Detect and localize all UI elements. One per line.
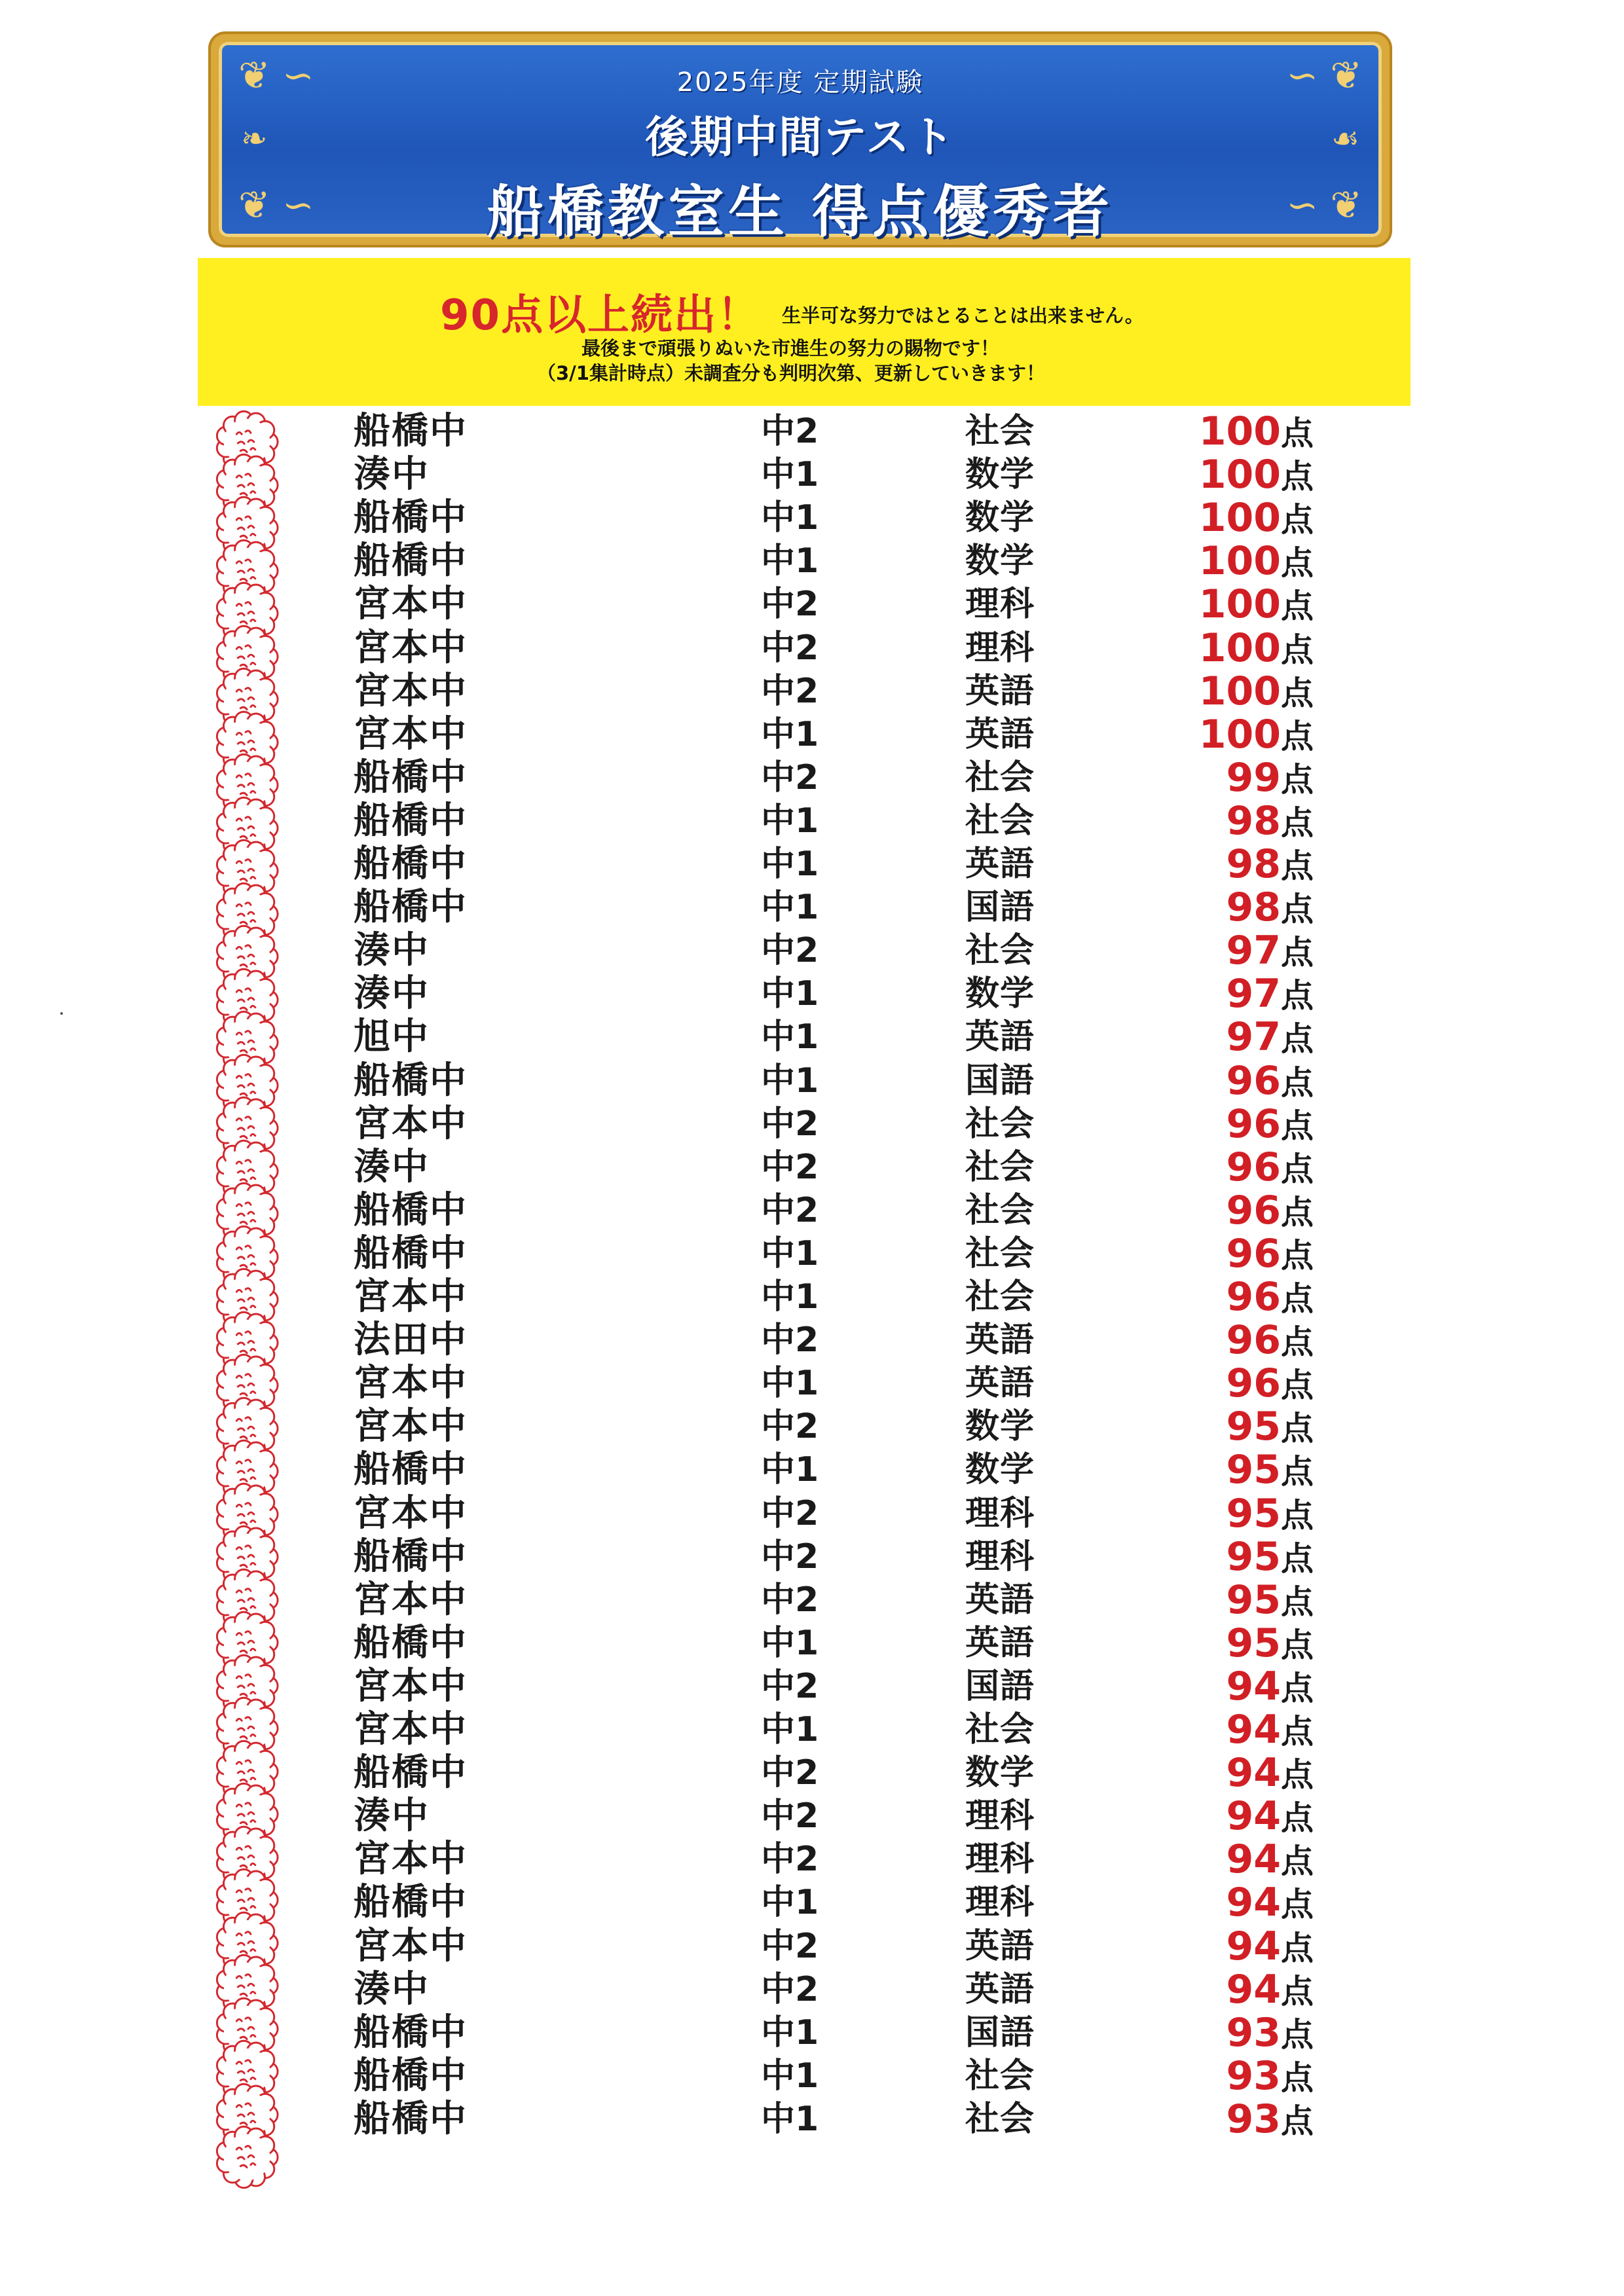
- subject: 社会: [965, 1277, 1035, 1317]
- school-name: 宮本中: [354, 1405, 468, 1448]
- score: [0, 929, 1314, 972]
- grade: 中2: [761, 1580, 819, 1620]
- table-row: [0, 1102, 1624, 1146]
- school-name: 宮本中: [354, 1275, 468, 1318]
- score-value: 100: [1198, 495, 1281, 541]
- score: [0, 1146, 1314, 1189]
- school-name: 宮本中: [354, 1491, 468, 1535]
- grade: 中2: [761, 1753, 819, 1793]
- subject: 理科: [965, 1840, 1035, 1880]
- score-unit: 点: [1281, 2102, 1314, 2140]
- subject: 社会: [965, 2099, 1035, 2139]
- score-unit: 点: [1281, 544, 1314, 583]
- ornament-bottom-right-icon: ∽ ❦: [1286, 183, 1362, 227]
- subject: 理科: [965, 628, 1035, 668]
- score-unit: 点: [1281, 1236, 1314, 1275]
- score: [0, 1795, 1314, 1838]
- table-row: [0, 1015, 1624, 1059]
- score-value: 99: [1226, 754, 1281, 801]
- subject: 英語: [965, 1321, 1035, 1360]
- score-unit: 点: [1281, 414, 1314, 452]
- table-row: [0, 1751, 1624, 1795]
- grade: 中1: [761, 498, 819, 538]
- subject: 社会: [965, 931, 1035, 971]
- score-unit: 点: [1281, 803, 1314, 842]
- score-unit: 点: [1281, 1020, 1314, 1059]
- ornament-bottom-left-icon: ❦ ∽: [238, 183, 314, 227]
- grade: 中2: [761, 1666, 819, 1706]
- subject: 英語: [965, 671, 1035, 711]
- score: [0, 886, 1314, 929]
- table-row: [0, 1665, 1624, 1708]
- score-unit: 点: [1281, 587, 1314, 626]
- score: [0, 670, 1314, 713]
- subject: 理科: [965, 1493, 1035, 1533]
- subject: 社会: [965, 2056, 1035, 2096]
- subject: 数学: [965, 1450, 1035, 1490]
- table-row: [0, 1708, 1624, 1751]
- subject: 理科: [965, 1883, 1035, 1923]
- score-unit: 点: [1281, 847, 1314, 885]
- table-row: [0, 1275, 1624, 1319]
- school-name: 湊中: [354, 453, 430, 496]
- score-value: 96: [1226, 1057, 1281, 1104]
- score-value: 100: [1198, 581, 1281, 628]
- table-row: [0, 453, 1624, 496]
- school-name: 船橋中: [354, 496, 468, 539]
- table-row: [0, 756, 1624, 799]
- school-name: 船橋中: [354, 539, 468, 583]
- title-banner-panel: [219, 42, 1382, 245]
- subject: 英語: [965, 714, 1035, 754]
- subject: 英語: [965, 1017, 1035, 1057]
- score: [0, 1448, 1314, 1491]
- score-value: 100: [1198, 668, 1281, 714]
- score: [0, 1405, 1314, 1448]
- score: [0, 843, 1314, 886]
- notice-text-2: 最後まで頑張りぬいた市進生の努力の賜物です！: [581, 337, 1000, 359]
- table-row: [0, 1968, 1624, 2011]
- score-value: 96: [1226, 1187, 1281, 1233]
- score: [0, 2098, 1314, 2141]
- subject: 社会: [965, 757, 1035, 797]
- ornament-left-icon: ❧: [241, 120, 268, 157]
- grade: 中2: [761, 585, 819, 625]
- school-name: 船橋中: [354, 1621, 468, 1664]
- subject: 英語: [965, 845, 1035, 884]
- score: [0, 410, 1314, 453]
- score: [0, 1578, 1314, 1622]
- score-value: 94: [1226, 1836, 1281, 1883]
- grade: 中1: [761, 974, 819, 1014]
- school-name: 船橋中: [354, 2097, 468, 2140]
- score: [0, 1535, 1314, 1578]
- subject: 数学: [965, 974, 1035, 1014]
- table-row: [0, 670, 1624, 713]
- table-row: [0, 1405, 1624, 1448]
- score-unit: 点: [1281, 1756, 1314, 1795]
- subject: 社会: [965, 1233, 1035, 1273]
- table-row: [0, 410, 1624, 453]
- subject: 英語: [965, 1926, 1035, 1966]
- score-value: 97: [1226, 928, 1281, 974]
- subject: 社会: [965, 1710, 1035, 1749]
- table-row: [0, 1059, 1624, 1102]
- table-row: [0, 843, 1624, 886]
- score-value: 95: [1226, 1533, 1281, 1580]
- school-name: 船橋中: [354, 1188, 468, 1231]
- school-name: 宮本中: [354, 626, 468, 669]
- table-row: [0, 2011, 1624, 2054]
- score: [0, 1622, 1314, 1665]
- score-unit: 点: [1281, 1886, 1314, 1924]
- page-title: 船橋教室生 得点優秀者: [487, 179, 1113, 245]
- school-name: 船橋中: [354, 1535, 468, 1578]
- subject: 数学: [965, 541, 1035, 581]
- grade: 中2: [761, 1104, 819, 1144]
- score: [0, 1015, 1314, 1059]
- ornament-right-icon: ☙: [1331, 120, 1359, 157]
- score-unit: 点: [1281, 1106, 1314, 1145]
- score-value: 93: [1226, 2096, 1281, 2142]
- score: [0, 1881, 1314, 1924]
- grade: 中2: [761, 628, 819, 668]
- table-row: [0, 1146, 1624, 1189]
- score-unit: 点: [1281, 890, 1314, 929]
- exam-title: 後期中間テスト: [645, 112, 955, 162]
- table-row: [0, 1578, 1624, 1622]
- school-name: 宮本中: [354, 669, 468, 712]
- grade: 中2: [761, 1190, 819, 1230]
- table-row: [0, 1232, 1624, 1275]
- score: [0, 1665, 1314, 1708]
- score-value: 95: [1226, 1620, 1281, 1666]
- table-row: [0, 1881, 1624, 1924]
- subject: 数学: [965, 455, 1035, 495]
- school-name: 湊中: [354, 1795, 430, 1838]
- score-unit: 点: [1281, 1669, 1314, 1707]
- grade: 中2: [761, 412, 819, 451]
- table-row: [0, 1189, 1624, 1232]
- grade: 中1: [761, 1710, 819, 1749]
- grade: 中1: [761, 801, 819, 841]
- subject: 英語: [965, 1364, 1035, 1404]
- table-row: [0, 2054, 1624, 2098]
- score-value: 96: [1226, 1317, 1281, 1364]
- school-name: 旭中: [354, 1015, 430, 1059]
- score-value: 97: [1226, 1014, 1281, 1061]
- school-name: 湊中: [354, 929, 430, 972]
- school-name: 船橋中: [354, 1231, 468, 1275]
- table-row: [0, 2098, 1624, 2141]
- notice-headline: 90点以上続出！: [440, 291, 761, 340]
- score-unit: 点: [1281, 1582, 1314, 1621]
- grade: 中2: [761, 931, 819, 971]
- score-value: 100: [1198, 711, 1281, 757]
- score-value: 97: [1226, 971, 1281, 1017]
- score-unit: 点: [1281, 1626, 1314, 1664]
- school-name: 船橋中: [354, 1059, 468, 1102]
- score: [0, 627, 1314, 670]
- score-unit: 点: [1281, 717, 1314, 756]
- subject: 数学: [965, 1407, 1035, 1447]
- score: [0, 539, 1314, 583]
- grade: 中1: [761, 1017, 819, 1057]
- score-value: 100: [1198, 409, 1281, 454]
- table-row: [0, 1838, 1624, 1881]
- score-unit: 点: [1281, 1972, 1314, 2011]
- subject: 社会: [965, 801, 1035, 841]
- table-row: [0, 799, 1624, 843]
- score-value: 95: [1226, 1404, 1281, 1450]
- score-unit: 点: [1281, 1453, 1314, 1491]
- school-name: 船橋中: [354, 843, 468, 885]
- table-row: [0, 539, 1624, 583]
- school-name: 宮本中: [354, 583, 468, 626]
- table-row: [0, 1622, 1624, 1665]
- grade: 中2: [761, 757, 819, 797]
- notice-box: [198, 258, 1411, 406]
- grade: 中2: [761, 1926, 819, 1966]
- score-value: 93: [1226, 2052, 1281, 2099]
- title-banner: [208, 31, 1392, 247]
- score: [0, 1059, 1314, 1102]
- grade: 中1: [761, 2099, 819, 2139]
- table-row: [0, 972, 1624, 1015]
- score: [0, 799, 1314, 843]
- score-value: 98: [1226, 884, 1281, 931]
- grade: 中2: [761, 671, 819, 711]
- score-value: 100: [1198, 625, 1281, 671]
- score-unit: 点: [1281, 1929, 1314, 1967]
- score-unit: 点: [1281, 2015, 1314, 2054]
- grade: 中1: [761, 1364, 819, 1404]
- subject: 社会: [965, 1190, 1035, 1230]
- school-name: 宮本中: [354, 1924, 468, 1967]
- score-value: 96: [1226, 1144, 1281, 1190]
- score-unit: 点: [1281, 1193, 1314, 1231]
- ornament-top-right-icon: ∽ ❦: [1286, 53, 1362, 98]
- table-row: [0, 1925, 1624, 1968]
- school-name: 宮本中: [354, 1102, 468, 1145]
- score-value: 100: [1198, 538, 1281, 585]
- school-name: 宮本中: [354, 1838, 468, 1881]
- grade: 中2: [761, 1537, 819, 1576]
- score-value: 94: [1226, 1793, 1281, 1840]
- school-name: 宮本中: [354, 1362, 468, 1405]
- table-row: [0, 886, 1624, 929]
- school-name: 船橋中: [354, 1448, 468, 1491]
- table-row: [0, 1319, 1624, 1362]
- grade: 中2: [761, 1493, 819, 1533]
- score-unit: 点: [1281, 1366, 1314, 1405]
- score: [0, 1102, 1314, 1146]
- score: [0, 1275, 1314, 1319]
- subject: 数学: [965, 1753, 1035, 1793]
- score-value: 96: [1226, 1101, 1281, 1147]
- score-value: 94: [1226, 1880, 1281, 1926]
- score-unit: 点: [1281, 1410, 1314, 1448]
- score-unit: 点: [1281, 934, 1314, 972]
- score-unit: 点: [1281, 1150, 1314, 1188]
- table-row: [0, 627, 1624, 670]
- score-value: 94: [1226, 1707, 1281, 1753]
- score: [0, 1232, 1314, 1275]
- table-row: [0, 1795, 1624, 1838]
- subject: 理科: [965, 1796, 1035, 1836]
- table-row: [0, 1362, 1624, 1405]
- ornament-top-left-icon: ❦ ∽: [238, 53, 314, 98]
- subject: 理科: [965, 585, 1035, 625]
- score-unit: 点: [1281, 760, 1314, 799]
- school-name: 船橋中: [354, 799, 468, 842]
- notice-text-1: 生半可な努力ではとることは出来ません。: [782, 304, 1144, 327]
- score-value: 94: [1226, 1923, 1281, 1969]
- score: [0, 1968, 1314, 2011]
- subject: 国語: [965, 2013, 1035, 2052]
- score: [0, 1708, 1314, 1751]
- grade: 中1: [761, 1233, 819, 1273]
- score: [0, 1319, 1314, 1362]
- grade: 中1: [761, 2013, 819, 2052]
- score: [0, 1492, 1314, 1535]
- grade: 中1: [761, 1883, 819, 1923]
- score-value: 95: [1226, 1490, 1281, 1537]
- score-unit: 点: [1281, 1323, 1314, 1362]
- table-row: [0, 713, 1624, 756]
- score-value: 98: [1226, 797, 1281, 844]
- score-unit: 点: [1281, 1539, 1314, 1578]
- score-unit: 点: [1281, 501, 1314, 539]
- score-unit: 点: [1281, 1496, 1314, 1535]
- grade: 中1: [761, 455, 819, 495]
- grade: 中1: [761, 845, 819, 884]
- school-name: 宮本中: [354, 1664, 468, 1707]
- grade: 中2: [761, 1969, 819, 2009]
- score: [0, 583, 1314, 626]
- score-value: 93: [1226, 2009, 1281, 2056]
- subject: 社会: [965, 1147, 1035, 1187]
- notice-text-3: （3/1集計時点）未調査分も判明次第、更新していきます！: [537, 362, 1045, 384]
- school-name: 船橋中: [354, 2011, 468, 2054]
- score-unit: 点: [1281, 1063, 1314, 1102]
- school-name: 宮本中: [354, 1578, 468, 1621]
- subject: 国語: [965, 1666, 1035, 1706]
- subject: 英語: [965, 1969, 1035, 2009]
- score-value: 96: [1226, 1360, 1281, 1407]
- subject: 英語: [965, 1580, 1035, 1620]
- subject: 国語: [965, 888, 1035, 928]
- school-name: 宮本中: [354, 712, 468, 756]
- score-unit: 点: [1281, 674, 1314, 712]
- score: [0, 1838, 1314, 1881]
- grade: 中1: [761, 1450, 819, 1490]
- school-name: 湊中: [354, 1967, 430, 2011]
- grade: 中1: [761, 714, 819, 754]
- school-name: 宮本中: [354, 1708, 468, 1751]
- grade: 中2: [761, 1407, 819, 1447]
- score: [0, 972, 1314, 1015]
- grade: 中1: [761, 541, 819, 581]
- score: [0, 2011, 1314, 2054]
- score-unit: 点: [1281, 630, 1314, 669]
- school-name: 船橋中: [354, 1881, 468, 1924]
- score-value: 96: [1226, 1274, 1281, 1320]
- grade: 中1: [761, 1061, 819, 1101]
- school-name: 湊中: [354, 1145, 430, 1188]
- school-name: 船橋中: [354, 886, 468, 929]
- score-unit: 点: [1281, 2058, 1314, 2097]
- score: [0, 713, 1314, 756]
- grade: 中2: [761, 1321, 819, 1360]
- school-name: 船橋中: [354, 410, 468, 452]
- school-name: 船橋中: [354, 756, 468, 799]
- grade: 中1: [761, 888, 819, 928]
- grade: 中2: [761, 1147, 819, 1187]
- subject: 数学: [965, 498, 1035, 538]
- table-row: [0, 583, 1624, 626]
- grade: 中1: [761, 2056, 819, 2096]
- subject: 理科: [965, 1537, 1035, 1576]
- score-unit: 点: [1281, 458, 1314, 496]
- score-value: 100: [1198, 452, 1281, 498]
- table-row: [0, 929, 1624, 972]
- school-name: 船橋中: [354, 2054, 468, 2097]
- table-row: [0, 1448, 1624, 1491]
- exam-year-label: 2025年度 定期試験: [676, 67, 924, 98]
- score-value: 96: [1226, 1230, 1281, 1277]
- table-row: [0, 1492, 1624, 1535]
- score: [0, 496, 1314, 539]
- subject: 国語: [965, 1061, 1035, 1101]
- score: [0, 453, 1314, 496]
- grade: 中2: [761, 1840, 819, 1880]
- grade: 中1: [761, 1277, 819, 1317]
- score-value: 94: [1226, 1663, 1281, 1709]
- school-name: 法田中: [354, 1319, 468, 1362]
- school-name: 船橋中: [354, 1751, 468, 1795]
- grade: 中1: [761, 1623, 819, 1663]
- table-row: [0, 496, 1624, 539]
- school-name: 湊中: [354, 972, 430, 1015]
- scan-speck: [60, 1012, 63, 1015]
- score-unit: 点: [1281, 1713, 1314, 1751]
- score-value: 95: [1226, 1447, 1281, 1493]
- score: [0, 756, 1314, 799]
- score: [0, 1925, 1314, 1968]
- subject: 社会: [965, 412, 1035, 451]
- score-unit: 点: [1281, 1842, 1314, 1881]
- score: [0, 1362, 1314, 1405]
- score-value: 94: [1226, 1966, 1281, 2013]
- subject: 社会: [965, 1104, 1035, 1144]
- score: [0, 1189, 1314, 1232]
- score-unit: 点: [1281, 977, 1314, 1015]
- score-value: 98: [1226, 841, 1281, 887]
- score-value: 95: [1226, 1576, 1281, 1623]
- score: [0, 1751, 1314, 1795]
- score-unit: 点: [1281, 1799, 1314, 1838]
- score-value: 94: [1226, 1750, 1281, 1796]
- score-unit: 点: [1281, 1280, 1314, 1318]
- grade: 中2: [761, 1796, 819, 1836]
- score: [0, 2054, 1314, 2098]
- subject: 英語: [965, 1623, 1035, 1663]
- table-row: [0, 1535, 1624, 1578]
